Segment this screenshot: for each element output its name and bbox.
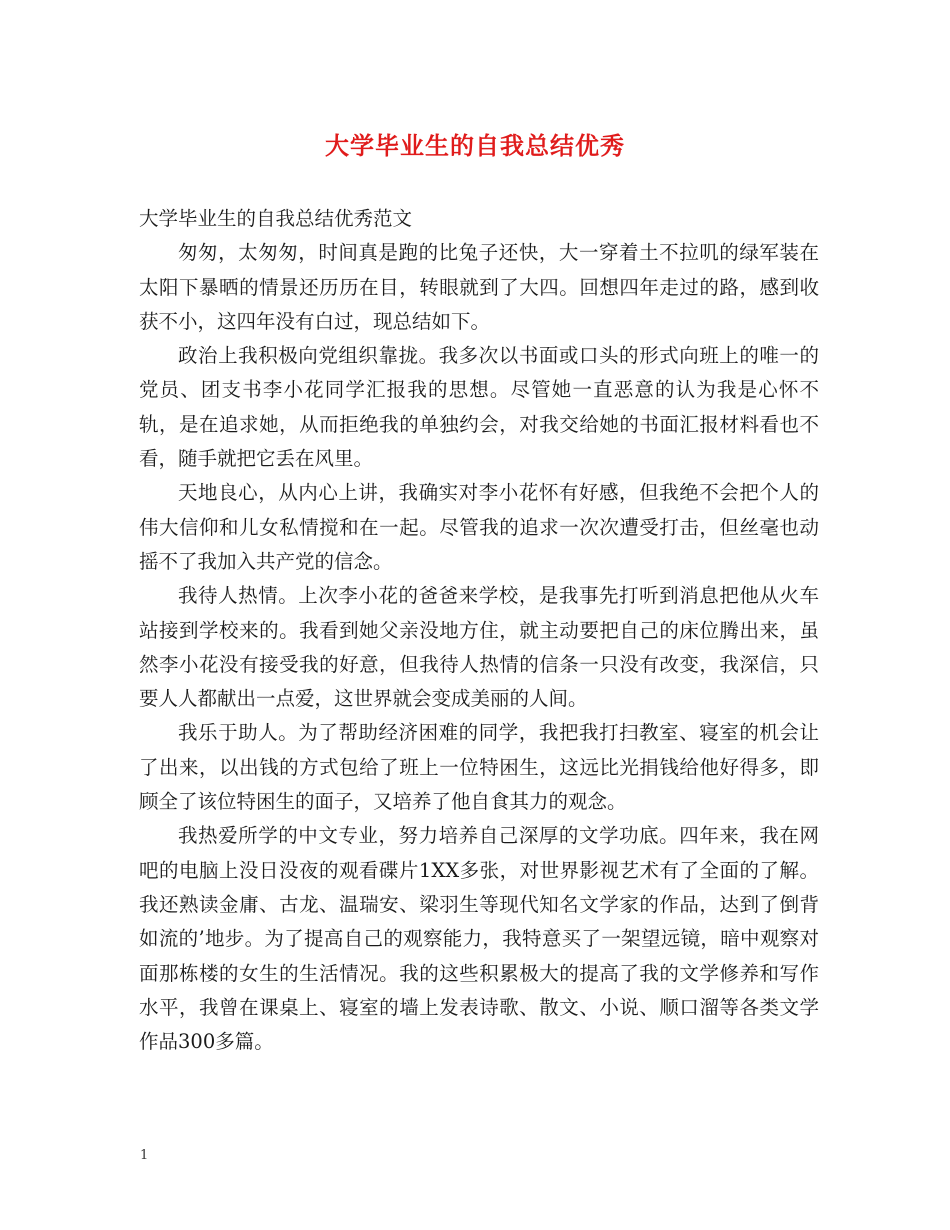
paragraph-1: 匆匆，太匆匆，时间真是跑的比兔子还快，大一穿着土不拉叽的绿军装在太阳下暴晒的情景还历历在目，转眼就到了大四。回想四年走过的路，感到收获不小，这四年没有白过，现总结如下。 bbox=[139, 241, 819, 333]
paragraph-3: 天地良心，从内心上讲，我确实对李小花怀有好感，但我绝不会把个人的伟大信仰和儿女私情搅和在一起。尽管我的追求一次次遭受打击，但丝毫也动摇不了我加入共产党的信念。 bbox=[139, 481, 819, 573]
document-title: 大学毕业生的自我总结优秀 bbox=[325, 131, 625, 160]
paragraph-4: 我待人热情。上次李小花的爸爸来学校，是我事先打听到消息把他从火车站接到学校来的。我看到她父亲没地方住，就主动要把自己的床位腾出来，虽然李小花没有接受我的好意，但我待人热情的信条一只没有改变，我深信，只要人人都献出一点爱，这世界就会变成美丽的人间。 bbox=[139, 584, 819, 711]
document-body bbox=[139, 202, 819, 1059]
paragraph-5: 我乐于助人。为了帮助经济困难的同学，我把我打扫教室、寝室的机会让了出来，以出钱的方式包给了班上一位特困生，这远比光捐钱给他好得多，即顾全了该位特困生的面子，又培养了他自食其力的观念。 bbox=[139, 721, 819, 814]
paragraph-6: 我热爱所学的中文专业，努力培养自己深厚的文学功底。四年来，我在网吧的电脑上没日没夜的观看碟片1XX多张，对世界影视艺术有了全面的了解。我还熟读金庸、古龙、温瑞安、梁羽生等现代知名文学家的作品，达到了倒背如流的’地步。为了提高自己的观察能力，我特意买了一架望远镜，暗中观察对面那栋楼的女生的生活情况。我的这些积累极大的提高了我的文学修养和写作水平，我曾在课桌上、寝室的墙上发表诗歌、散文、小说、顺口溜等各类文学作品300多篇。 bbox=[139, 824, 819, 1054]
paragraph-2: 政治上我积极向党组织靠拢。我多次以书面或口头的形式向班上的唯一的党员、团支书李小花同学汇报我的思想。尽管她一直恶意的认为我是心怀不轨，是在追求她，从而拒绝我的单独约会，对我交给她的书面汇报材料看也不看，随手就把它丢在风里。 bbox=[139, 344, 819, 471]
page-number: 1 bbox=[140, 1148, 149, 1163]
document-subtitle: 大学毕业生的自我总结优秀范文 bbox=[139, 207, 413, 230]
